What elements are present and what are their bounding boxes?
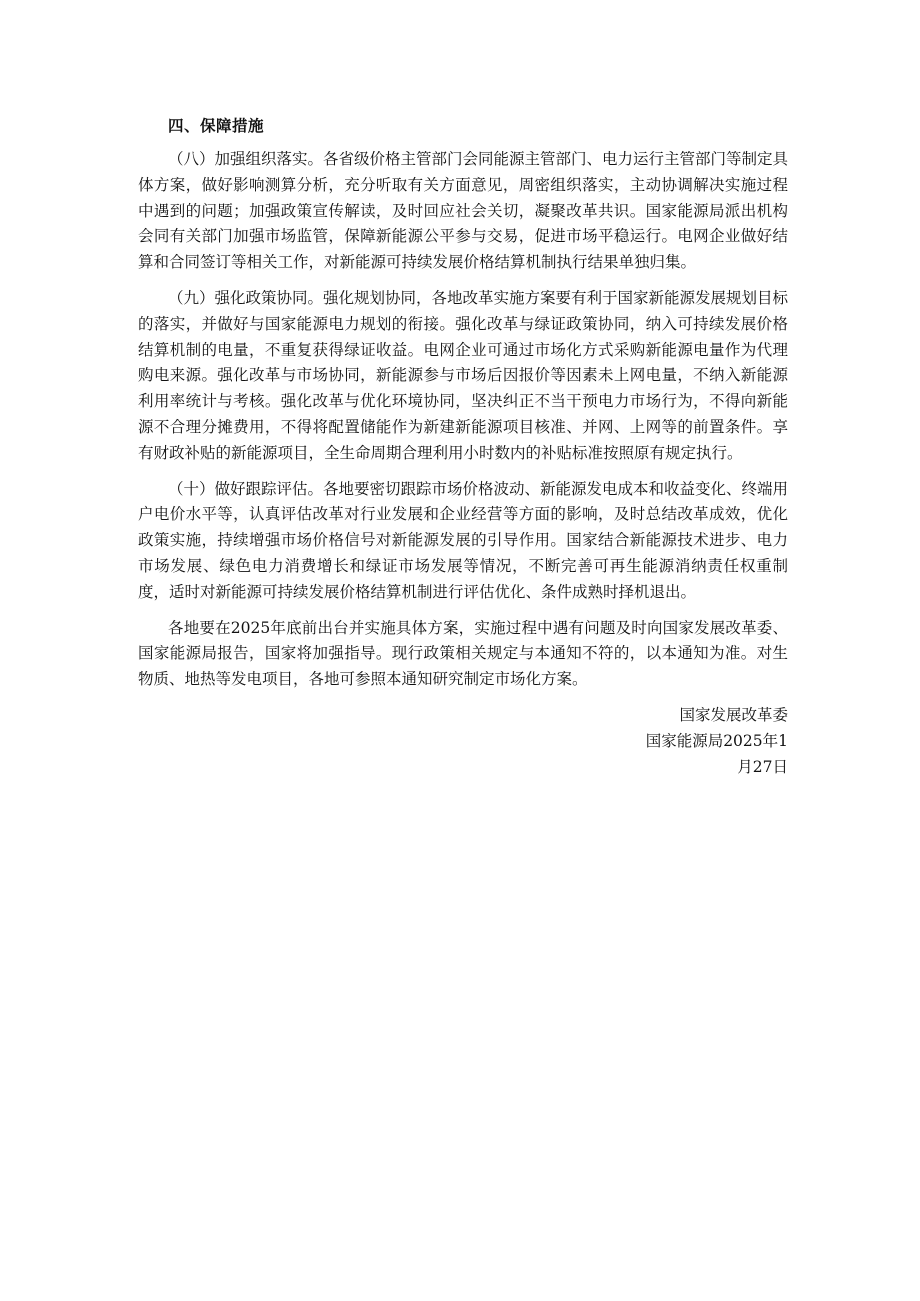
- paragraph-tracking-evaluation: （十）做好跟踪评估。各地要密切跟踪市场价格波动、新能源发电成本和收益变化、终端用户电价水平等，认真评估改革对行业发展和企业经营等方面的影响，及时总结改革成效，优化政策实施，持续增强市场价格信号对新能源发展的引导作用。国家结合新能源技术进步、电力市场发展、绿色电力消费增长和绿证市场发展等情况，不断完善可再生能源消纳责任权重制度，适时对新能源可持续发展价格结算机制进行评估优化、条件成熟时择机退出。: [138, 479, 789, 601]
- document-page: [138, 113, 788, 780]
- paragraph-closing-notice: 各地要在2025年底前出台并实施具体方案，实施过程中遇有问题及时向国家发展改革委、国家能源局报告，国家将加强指导。现行政策相关规定与本通知不符的，以本通知为准。对生物质、地热等发电项目，各地可参照本通知研究制定市场化方案。: [138, 618, 788, 689]
- signature-block: [138, 703, 788, 780]
- signature-org-nea-date: 国家能源局2025年1月27日: [645, 731, 788, 776]
- signature-org-ndrc: 国家发展改革委: [679, 705, 788, 724]
- paragraph-organization: （八）加强组织落实。各省级价格主管部门会同能源主管部门、电力运行主管部门等制定具体方案，做好影响测算分析，充分听取有关方面意见，周密组织落实，主动协调解决实施过程中遇到的问题；加强政策宣传解读，及时回应社会关切，凝聚改革共识。国家能源局派出机构会同有关部门加强市场监管，保障新能源公平参与交易，促进市场平稳运行。电网企业做好结算和合同签订等相关工作，对新能源可持续发展价格结算机制执行结果单独归集。: [138, 150, 789, 272]
- paragraph-policy-coordination: （九）强化政策协同。强化规划协同，各地改革实施方案要有利于国家新能源发展规划目标的落实，并做好与国家能源电力规划的衔接。强化改革与绿证政策协同，纳入可持续发展价格结算机制的电量，不重复获得绿证收益。电网企业可通过市场化方式采购新能源电量作为代理购电来源。强化改革与市场协同，新能源参与市场后因报价等因素未上网电量，不纳入新能源利用率统计与考核。强化改革与优化环境协同，坚决纠正不当干预电力市场行为，不得向新能源不合理分摊费用，不得将配置储能作为新建新能源项目核准、并网、上网等的前置条件。享有财政补贴的新能源项目，全生命周期合理利用小时数内的补贴标准按照原有规定执行。: [138, 288, 789, 462]
- section-heading: 四、保障措施: [168, 117, 265, 135]
